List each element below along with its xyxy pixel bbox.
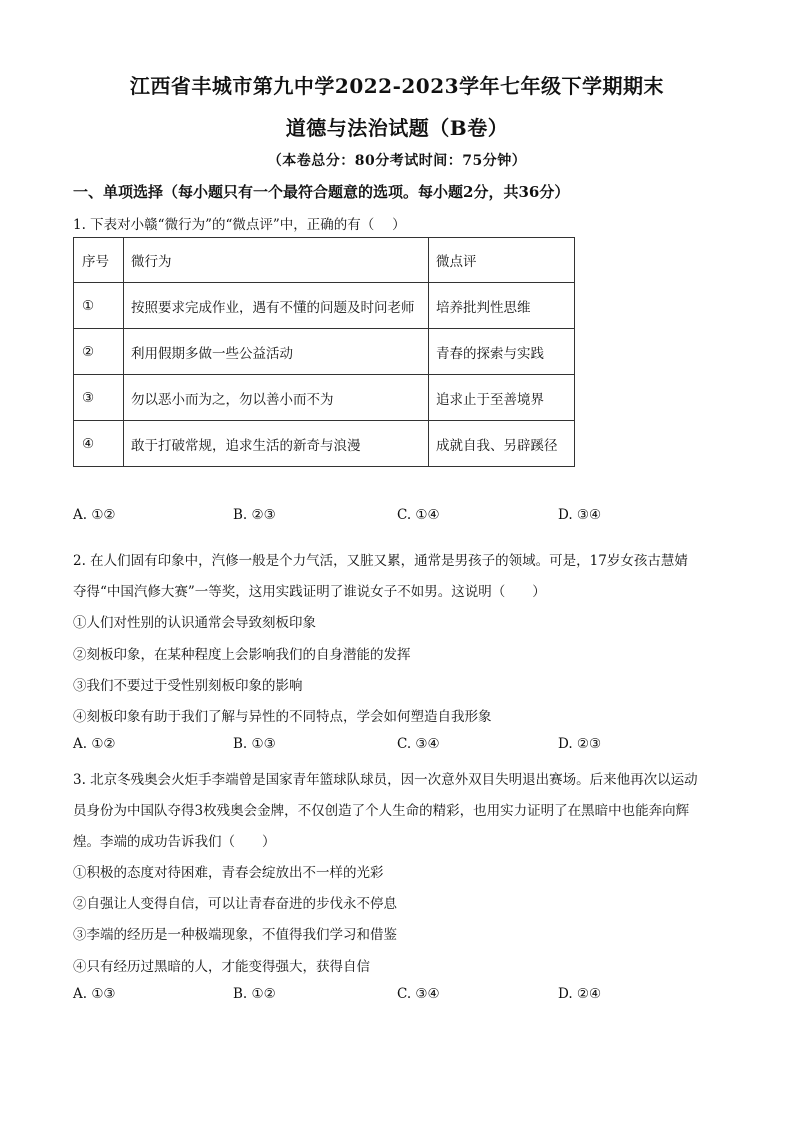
table-cell: 成就自我、另辟蹊径	[429, 421, 575, 467]
option-d[interactable]: D. ②③	[558, 736, 602, 752]
table-row	[74, 283, 575, 329]
table-cell: ②	[74, 329, 124, 375]
q2-stem-line1: 2. 在人们固有印象中，汽修一般是个力气活，又脏又累，通常是男孩子的领域。可是，17岁女孩古慧婧	[73, 553, 688, 569]
table-header-cell: 序号	[74, 238, 124, 283]
q2-item: ①人们对性别的认识通常会导致刻板印象	[73, 615, 316, 631]
table-cell: 青春的探索与实践	[429, 329, 575, 375]
option-a[interactable]: A. ①③	[73, 986, 116, 1002]
option-c[interactable]: C. ③④	[397, 736, 440, 752]
q3-item: ④只有经历过黑暗的人，才能变得强大，获得自信	[73, 959, 370, 975]
table-header-cell: 微行为	[124, 238, 429, 283]
table-cell: 利用假期多做一些公益活动	[124, 329, 429, 375]
q1-stem: 1. 下表对小赣“微行为”的“微点评”中，正确的有（ ）	[73, 217, 406, 233]
q1-table	[73, 237, 575, 467]
option-c[interactable]: C. ①④	[397, 507, 440, 523]
q2-stem-line2: 夺得“中国汽修大赛”一等奖，这用实践证明了谁说女子不如男。这说明（ ）	[73, 584, 546, 600]
option-a[interactable]: A. ①②	[73, 507, 116, 523]
table-cell: 按照要求完成作业，遇有不懂的问题及时问老师	[124, 283, 429, 329]
table-cell: 追求止于至善境界	[429, 375, 575, 421]
table-cell: 敢于打破常规，追求生活的新奇与浪漫	[124, 421, 429, 467]
table-row	[74, 329, 575, 375]
q3-item: ②自强让人变得自信，可以让青春奋进的步伐永不停息	[73, 896, 397, 912]
option-c[interactable]: C. ③④	[397, 986, 440, 1002]
option-d[interactable]: D. ③④	[558, 507, 602, 523]
table-cell: ③	[74, 375, 124, 421]
q3-stem-line1: 3. 北京冬残奥会火炬手李端曾是国家青年篮球队球员，因一次意外双目失明退出赛场。后来他再次以运动	[73, 772, 698, 788]
option-a[interactable]: A. ①②	[73, 736, 116, 752]
table-header-cell: 微点评	[429, 238, 575, 283]
option-b[interactable]: B. ①②	[233, 986, 276, 1002]
section-heading: 一、单项选择（每小题只有一个最符合题意的选项。每小题2分，共36分）	[73, 183, 570, 201]
q3-item: ①积极的态度对待困难，青春会绽放出不一样的光彩	[73, 865, 384, 881]
table-header-row	[74, 238, 575, 283]
q3-item: ③李端的经历是一种极端现象，不值得我们学习和借鉴	[73, 927, 397, 943]
table-cell: ①	[74, 283, 124, 329]
option-d[interactable]: D. ②④	[558, 986, 602, 1002]
option-b[interactable]: B. ②③	[233, 507, 276, 523]
table-cell: 培养批判性思维	[429, 283, 575, 329]
q3-stem-line2: 员身份为中国队夺得3枚残奥会金牌，不仅创造了个人生命的精彩，也用实力证明了在黑暗中也能奔向辉	[73, 803, 690, 819]
q2-item: ④刻板印象有助于我们了解与异性的不同特点，学会如何塑造自我形象	[73, 709, 492, 725]
table-row	[74, 421, 575, 467]
exam-title-line2: 道德与法治试题（B卷）	[285, 116, 509, 140]
table-cell: ④	[74, 421, 124, 467]
table-cell: 勿以恶小而为之，勿以善小而不为	[124, 375, 429, 421]
q2-item: ②刻板印象，在某种程度上会影响我们的自身潜能的发挥	[73, 647, 411, 663]
q2-item: ③我们不要过于受性别刻板印象的影响	[73, 678, 303, 694]
option-b[interactable]: B. ①③	[233, 736, 276, 752]
q3-stem-line3: 煌。李端的成功告诉我们（ ）	[73, 834, 276, 850]
table-row	[74, 375, 575, 421]
exam-title-line1: 江西省丰城市第九中学2022-2023学年七年级下学期期末	[129, 74, 665, 98]
exam-subtitle: （本卷总分：80分考试时间：75分钟）	[267, 153, 527, 169]
